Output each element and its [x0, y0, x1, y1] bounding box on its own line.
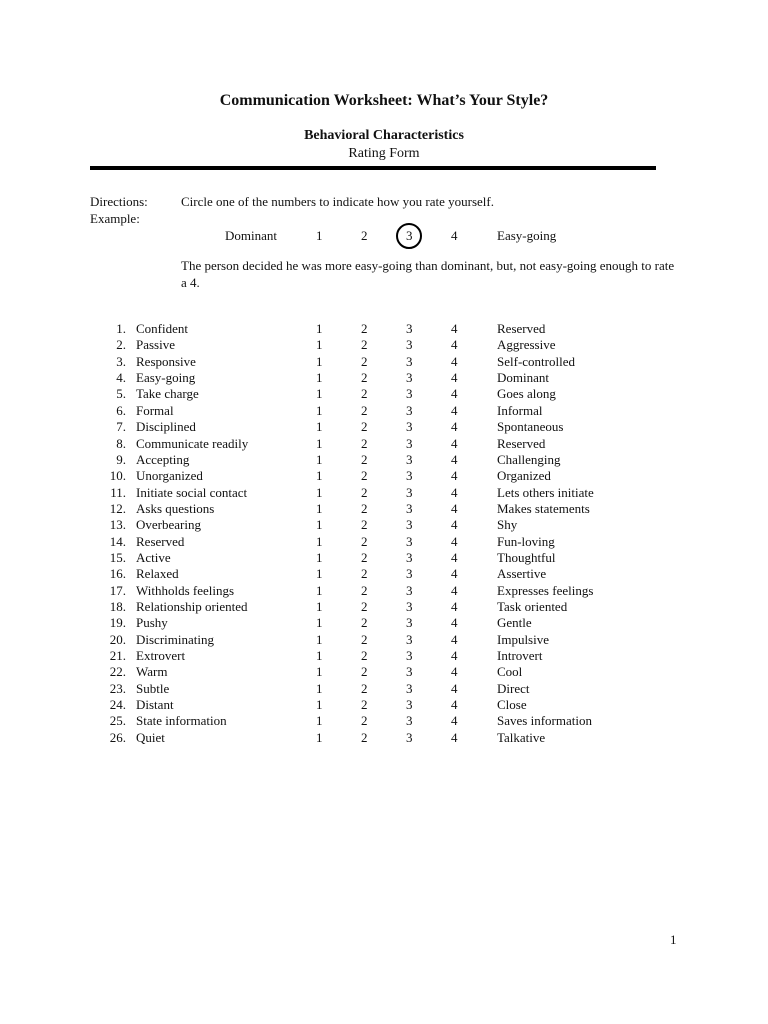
rating-option-3[interactable]: 3 [406, 337, 413, 353]
rating-option-2[interactable]: 2 [361, 337, 368, 353]
rating-option-4[interactable]: 4 [451, 648, 458, 663]
right-trait: Makes statements [497, 500, 590, 516]
item-number: 12. [109, 500, 126, 516]
right-trait: Self-controlled [497, 353, 575, 369]
rating-option-1[interactable]: 1 [316, 680, 323, 696]
rating-option-4[interactable]: 4 [451, 353, 458, 369]
right-trait: Assertive [497, 566, 547, 582]
rating-option-3[interactable]: 3 [406, 566, 413, 582]
rating-option-1[interactable]: 1 [316, 402, 323, 418]
rating-row [0, 632, 768, 648]
directions-label: Directions: [90, 194, 148, 209]
left-trait: Distant [136, 697, 174, 712]
rating-option-4[interactable]: 4 [451, 582, 458, 598]
rating-option-1[interactable]: 1 [316, 353, 323, 369]
right-trait: Cool [497, 664, 523, 680]
left-trait: Active [136, 549, 171, 565]
rating-option-4[interactable]: 4 [451, 386, 458, 402]
rating-option-2[interactable]: 2 [361, 729, 368, 745]
rating-row [0, 354, 768, 370]
rating-row [0, 681, 768, 697]
example-left-trait: Dominant [225, 228, 277, 243]
example-scale-3: 3 [406, 228, 413, 243]
item-number: 20. [109, 631, 126, 647]
divider-rule [90, 166, 656, 170]
right-trait: Gentle [497, 615, 532, 631]
item-number: 10. [109, 468, 126, 484]
left-trait: Reserved [136, 533, 185, 549]
rating-option-1[interactable]: 1 [316, 419, 323, 435]
left-trait: Accepting [136, 451, 190, 467]
rating-option-1[interactable]: 1 [316, 435, 323, 451]
right-trait: Talkative [497, 729, 546, 745]
rating-option-2[interactable]: 2 [361, 468, 368, 484]
page-number: 1 [670, 932, 677, 947]
rating-option-3[interactable]: 3 [406, 321, 413, 336]
left-trait: Extrovert [136, 648, 186, 663]
rating-option-2[interactable]: 2 [361, 370, 368, 386]
item-number: 18. [109, 599, 126, 614]
rating-option-1[interactable]: 1 [316, 500, 323, 516]
right-trait: Informal [497, 402, 543, 418]
rating-row [0, 517, 768, 533]
left-trait: Quiet [136, 729, 165, 745]
item-number: 26. [109, 729, 126, 745]
rating-option-1[interactable]: 1 [316, 615, 323, 631]
left-trait: State information [136, 713, 227, 729]
rating-option-4[interactable]: 4 [451, 517, 458, 533]
rating-option-2[interactable]: 2 [361, 517, 368, 533]
rating-option-4[interactable]: 4 [451, 680, 458, 696]
rating-option-2[interactable]: 2 [361, 500, 368, 516]
rating-option-2[interactable]: 2 [361, 435, 368, 451]
item-number: 8. [116, 435, 126, 451]
left-trait: Initiate social contact [136, 484, 248, 500]
left-trait: Formal [136, 402, 174, 418]
right-trait: Dominant [497, 370, 549, 386]
rating-option-3[interactable]: 3 [406, 664, 413, 680]
rating-option-4[interactable]: 4 [451, 599, 458, 614]
rating-option-3[interactable]: 3 [406, 680, 413, 696]
rating-row [0, 648, 768, 664]
rating-option-2[interactable]: 2 [361, 321, 368, 336]
right-trait: Reserved [497, 321, 546, 336]
item-number: 25. [109, 713, 126, 729]
rating-option-3[interactable]: 3 [406, 729, 413, 745]
rating-option-3[interactable]: 3 [406, 582, 413, 598]
rating-option-1[interactable]: 1 [316, 386, 323, 402]
rating-option-2[interactable]: 2 [361, 582, 368, 598]
rating-option-1[interactable]: 1 [316, 648, 323, 663]
left-trait: Passive [136, 337, 175, 353]
right-trait: Expresses feelings [497, 582, 594, 598]
rating-option-1[interactable]: 1 [316, 582, 323, 598]
rating-option-3[interactable]: 3 [406, 353, 413, 369]
rating-option-2[interactable]: 2 [361, 615, 368, 631]
left-trait: Relaxed [136, 566, 179, 582]
right-trait: Shy [497, 517, 518, 533]
rating-option-3[interactable]: 3 [406, 451, 413, 467]
right-trait: Lets others initiate [497, 484, 594, 500]
example-right-trait: Easy-going [497, 228, 557, 243]
rating-row [0, 664, 768, 680]
rating-row [0, 485, 768, 501]
left-trait: Withholds feelings [136, 582, 235, 598]
rating-option-4[interactable]: 4 [451, 451, 458, 467]
rating-option-1[interactable]: 1 [316, 517, 323, 533]
rating-row [0, 419, 768, 435]
rating-option-4[interactable]: 4 [451, 713, 458, 729]
rating-row [0, 615, 768, 631]
rating-option-1[interactable]: 1 [316, 484, 323, 500]
left-trait: Warm [136, 664, 168, 680]
rating-row [0, 583, 768, 599]
item-number: 17. [109, 582, 126, 598]
rating-row [0, 370, 768, 386]
rating-option-3[interactable]: 3 [406, 386, 413, 402]
rating-row [0, 550, 768, 566]
right-trait: Challenging [497, 451, 561, 467]
rating-option-4[interactable]: 4 [451, 435, 458, 451]
rating-option-3[interactable]: 3 [406, 370, 413, 386]
rating-option-4[interactable]: 4 [451, 500, 458, 516]
rating-option-2[interactable]: 2 [361, 664, 368, 680]
rating-option-4[interactable]: 4 [451, 549, 458, 565]
example-scale-2: 2 [361, 228, 368, 243]
left-trait: Asks questions [136, 500, 215, 516]
rating-option-4[interactable]: 4 [451, 631, 458, 647]
left-trait: Confident [136, 321, 188, 336]
item-number: 16. [109, 566, 126, 582]
item-number: 11. [110, 484, 126, 500]
left-trait: Pushy [136, 615, 168, 631]
rating-option-3[interactable]: 3 [406, 713, 413, 729]
rating-option-3[interactable]: 3 [406, 549, 413, 565]
rating-option-1[interactable]: 1 [316, 468, 323, 484]
rating-option-1[interactable]: 1 [316, 549, 323, 565]
left-trait: Responsive [136, 353, 196, 369]
left-trait: Subtle [136, 680, 170, 696]
rating-option-4[interactable]: 4 [451, 468, 458, 484]
rating-option-3[interactable]: 3 [406, 468, 413, 484]
rating-row [0, 403, 768, 419]
rating-option-4[interactable]: 4 [451, 484, 458, 500]
rating-option-2[interactable]: 2 [361, 713, 368, 729]
right-trait: Aggressive [497, 337, 556, 353]
rating-option-1[interactable]: 1 [316, 697, 323, 712]
rating-option-3[interactable]: 3 [406, 500, 413, 516]
rating-option-4[interactable]: 4 [451, 419, 458, 435]
right-trait: Organized [497, 468, 551, 484]
item-number: 21. [109, 648, 126, 663]
rating-option-3[interactable]: 3 [406, 419, 413, 435]
rating-option-4[interactable]: 4 [451, 566, 458, 582]
left-trait: Easy-going [136, 370, 196, 386]
rating-option-3[interactable]: 3 [406, 435, 413, 451]
right-trait: Fun-loving [497, 533, 555, 549]
item-number: 5. [116, 386, 126, 402]
rating-option-1[interactable]: 1 [316, 631, 323, 647]
rating-option-2[interactable]: 2 [361, 648, 368, 663]
right-trait: Goes along [497, 386, 556, 402]
form-name: Rating Form [348, 146, 420, 161]
rating-row [0, 468, 768, 484]
item-number: 6. [116, 402, 126, 418]
rating-option-1[interactable]: 1 [316, 321, 323, 336]
rating-option-2[interactable]: 2 [361, 680, 368, 696]
rating-option-2[interactable]: 2 [361, 402, 368, 418]
rating-option-4[interactable]: 4 [451, 533, 458, 549]
item-number: 3. [116, 353, 126, 369]
right-trait: Impulsive [497, 631, 549, 647]
right-trait: Direct [497, 680, 530, 696]
rating-row [0, 697, 768, 713]
directions-text: Circle one of the numbers to indicate how you rate yourself. [181, 194, 494, 209]
rating-option-4[interactable]: 4 [451, 697, 458, 712]
item-number: 22. [109, 664, 126, 680]
rating-option-2[interactable]: 2 [361, 566, 368, 582]
item-number: 15. [109, 549, 126, 565]
right-trait: Reserved [497, 435, 546, 451]
example-explanation: The person decided he was more easy-going than dominant, but, not easy-going enough to rate a 4. [181, 258, 675, 290]
rating-option-2[interactable]: 2 [361, 386, 368, 402]
rating-option-4[interactable]: 4 [451, 664, 458, 680]
left-trait: Discriminating [136, 631, 214, 647]
left-trait: Disciplined [136, 419, 196, 435]
rating-option-3[interactable]: 3 [406, 615, 413, 631]
item-number: 24. [109, 697, 126, 712]
left-trait: Communicate readily [136, 435, 249, 451]
rating-option-1[interactable]: 1 [316, 713, 323, 729]
rating-option-2[interactable]: 2 [361, 599, 368, 614]
rating-option-2[interactable]: 2 [361, 533, 368, 549]
rating-option-2[interactable]: 2 [361, 484, 368, 500]
rating-option-3[interactable]: 3 [406, 402, 413, 418]
rating-option-2[interactable]: 2 [361, 697, 368, 712]
rating-option-4[interactable]: 4 [451, 337, 458, 353]
rating-option-3[interactable]: 3 [406, 599, 413, 614]
right-trait: Task oriented [497, 599, 568, 614]
rating-option-1[interactable]: 1 [316, 664, 323, 680]
right-trait: Saves information [497, 713, 592, 729]
rating-row [0, 534, 768, 550]
rating-option-3[interactable]: 3 [406, 517, 413, 533]
rating-row [0, 730, 768, 746]
section-heading: Behavioral Characteristics [304, 128, 464, 143]
right-trait: Spontaneous [497, 419, 564, 435]
item-number: 4. [116, 370, 126, 386]
left-trait: Overbearing [136, 517, 201, 533]
rating-option-3[interactable]: 3 [406, 697, 413, 712]
rating-option-1[interactable]: 1 [316, 599, 323, 614]
item-number: 13. [109, 517, 126, 533]
rating-option-3[interactable]: 3 [406, 533, 413, 549]
rating-option-1[interactable]: 1 [316, 370, 323, 386]
rating-option-3[interactable]: 3 [406, 484, 413, 500]
rating-option-2[interactable]: 2 [361, 451, 368, 467]
rating-option-3[interactable]: 3 [406, 648, 413, 663]
left-trait: Relationship oriented [136, 599, 248, 614]
example-circle-mark [396, 223, 422, 249]
rating-row [0, 566, 768, 582]
rating-option-3[interactable]: 3 [406, 631, 413, 647]
rating-row [0, 436, 768, 452]
example-scale-4: 4 [451, 228, 458, 243]
rating-row [0, 321, 768, 337]
rating-option-4[interactable]: 4 [451, 615, 458, 631]
example-label: Example: [90, 211, 140, 226]
item-number: 14. [109, 533, 126, 549]
item-number: 7. [116, 419, 126, 435]
rating-option-4[interactable]: 4 [451, 321, 458, 336]
rating-option-4[interactable]: 4 [451, 370, 458, 386]
right-trait: Close [497, 697, 527, 712]
rating-option-2[interactable]: 2 [361, 419, 368, 435]
rating-row [0, 337, 768, 353]
rating-option-4[interactable]: 4 [451, 402, 458, 418]
rating-option-2[interactable]: 2 [361, 353, 368, 369]
rating-row [0, 452, 768, 468]
rating-row [0, 599, 768, 615]
item-number: 2. [116, 337, 126, 353]
right-trait: Introvert [497, 648, 543, 663]
page-title: Communication Worksheet: What’s Your Style? [219, 92, 549, 109]
rating-option-2[interactable]: 2 [361, 631, 368, 647]
item-number: 1. [116, 321, 126, 336]
item-number: 23. [109, 680, 126, 696]
item-number: 9. [116, 451, 126, 467]
rating-option-4[interactable]: 4 [451, 729, 458, 745]
rating-option-1[interactable]: 1 [316, 566, 323, 582]
rating-option-1[interactable]: 1 [316, 337, 323, 353]
item-number: 19. [109, 615, 126, 631]
rating-row [0, 501, 768, 517]
rating-row [0, 386, 768, 402]
left-trait: Take charge [136, 386, 199, 402]
rating-row [0, 713, 768, 729]
left-trait: Unorganized [136, 468, 203, 484]
example-scale-1: 1 [316, 228, 323, 243]
right-trait: Thoughtful [497, 549, 556, 565]
rating-option-2[interactable]: 2 [361, 549, 368, 565]
rating-option-1[interactable]: 1 [316, 451, 323, 467]
rating-option-1[interactable]: 1 [316, 729, 323, 745]
rating-option-1[interactable]: 1 [316, 533, 323, 549]
